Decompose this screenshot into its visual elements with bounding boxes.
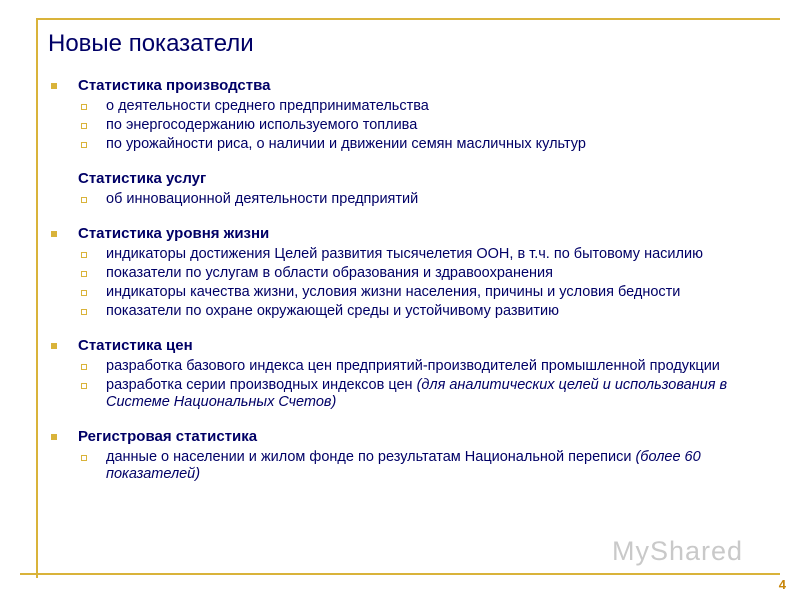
section-heading	[48, 169, 768, 189]
list-item-text: индикаторы достижения Целей развития тысячелетия ООН, в т.ч. по бытовому насилию	[106, 246, 703, 262]
top-frame-line	[36, 18, 780, 20]
hollow-square-bullet-icon	[81, 290, 87, 296]
list-item-text: показатели по услугам в области образования и здравоохранения	[106, 265, 553, 281]
list-item-text: о деятельности среднего предпринимательства	[106, 98, 429, 114]
section-heading-text: Статистика цен	[78, 337, 193, 354]
list-item	[48, 98, 768, 115]
hollow-square-bullet-icon	[81, 271, 87, 277]
list-item	[48, 377, 768, 411]
left-frame-line	[36, 18, 38, 578]
watermark-logo: MyShared	[612, 536, 744, 566]
section	[48, 336, 768, 411]
hollow-square-bullet-icon	[81, 197, 87, 203]
list-item-text: индикаторы качества жизни, условия жизни населения, причины и условия бедности	[106, 284, 681, 300]
list-item-text: данные о населении и жилом фонде по результатам Национальной переписи	[106, 449, 636, 465]
list-item	[48, 358, 768, 375]
hollow-square-bullet-icon	[81, 364, 87, 370]
section	[48, 224, 768, 320]
hollow-square-bullet-icon	[81, 104, 87, 110]
list-item	[48, 136, 768, 153]
list-item-text: разработка базового индекса цен предприятий-производителей промышленной продукции	[106, 358, 720, 374]
list-item-text: по урожайности риса, о наличии и движении семян масличных культур	[106, 136, 586, 152]
square-bullet-icon	[51, 83, 57, 89]
list-item-text: по энергосодержанию используемого топлива	[106, 117, 418, 133]
list-item	[48, 449, 768, 483]
list-item	[48, 284, 768, 301]
section	[48, 169, 768, 208]
list-item-text: об инновационной деятельности предприятий	[106, 191, 419, 207]
square-bullet-icon	[51, 343, 57, 349]
list-item	[48, 191, 768, 208]
section-heading-text: Регистровая статистика	[78, 428, 258, 445]
slide-title: Новые показатели	[48, 30, 254, 57]
hollow-square-bullet-icon	[81, 142, 87, 148]
section-heading-text: Статистика услуг	[78, 170, 207, 187]
list-item	[48, 117, 768, 134]
square-bullet-icon	[51, 434, 57, 440]
section	[48, 76, 768, 153]
hollow-square-bullet-icon	[81, 309, 87, 315]
section-heading	[48, 427, 768, 447]
list-item-italic-note: (более 60 показателей)	[106, 449, 701, 482]
list-item-text: показатели по охране окружающей среды и устойчивому развитию	[106, 303, 559, 319]
hollow-square-bullet-icon	[81, 252, 87, 258]
section	[48, 427, 768, 483]
list-item	[48, 265, 768, 282]
square-bullet-icon	[51, 231, 57, 237]
section-heading	[48, 224, 768, 244]
slide-content	[48, 76, 768, 483]
section-heading	[48, 336, 768, 356]
page-number: 4	[778, 577, 786, 592]
list-item-italic-note: (для аналитических целей и использования в Системе Национальных Счетов)	[106, 377, 728, 410]
section-heading-text: Статистика уровня жизни	[78, 225, 270, 242]
hollow-square-bullet-icon	[81, 123, 87, 129]
list-item	[48, 246, 768, 263]
bottom-frame-line	[20, 573, 780, 575]
hollow-square-bullet-icon	[81, 383, 87, 389]
section-heading-text: Статистика производства	[78, 77, 271, 94]
list-item	[48, 303, 768, 320]
hollow-square-bullet-icon	[81, 455, 87, 461]
section-heading	[48, 76, 768, 96]
list-item-text: разработка серии производных индексов цен	[106, 377, 417, 393]
